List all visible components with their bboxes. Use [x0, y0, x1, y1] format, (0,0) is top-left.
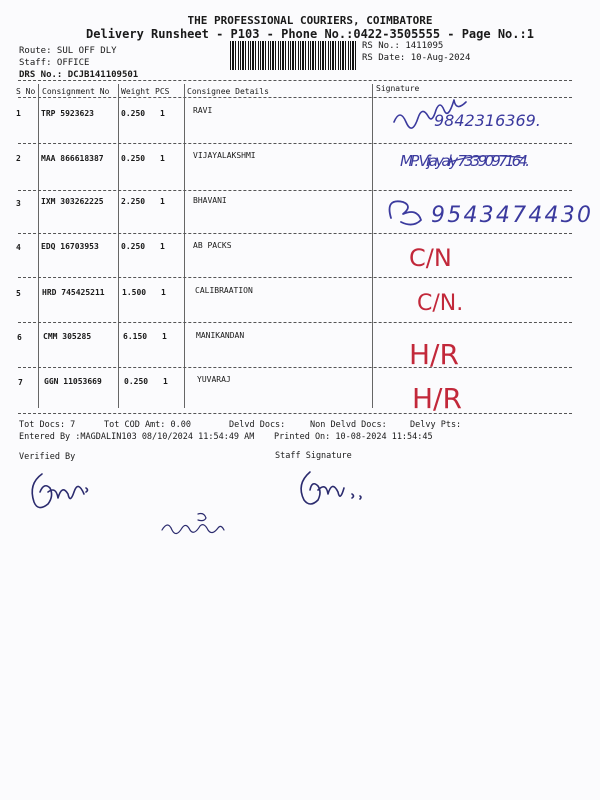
row-consignment: GGN 11053669 [44, 377, 102, 386]
row-rule [18, 322, 572, 323]
row-weight: 0.250 [121, 242, 146, 251]
company-title: THE PROFESSIONAL COURIERS, COIMBATORE [187, 14, 433, 27]
signature-row-2 [400, 148, 590, 190]
row-weight: 0.250 [124, 377, 149, 386]
col-header-pcs: PCS [155, 87, 170, 96]
signature-text: MP. Vijayaly 7339097164. [400, 152, 530, 170]
row-consignee: RAVI [193, 106, 213, 115]
row-consignee: CALIBRAATION [195, 286, 253, 295]
verified-by-signature [26, 468, 106, 516]
staff-label: Staff: OFFICE [19, 58, 90, 68]
signature-row-4 [405, 238, 475, 274]
row-pcs: 1 [160, 197, 165, 206]
signature-row-3 [383, 192, 595, 232]
delivery-points: Delvy Pts: [410, 420, 462, 430]
row-rule [18, 277, 572, 278]
row-consignment: CMM 305285 [43, 332, 92, 341]
row-pcs: 1 [162, 332, 167, 341]
row-sno: 1 [16, 109, 21, 118]
row-sno: 5 [16, 289, 21, 298]
signature-row-6 [405, 334, 485, 372]
row-consignment: IXM 303262225 [41, 197, 104, 206]
staff-signature-label: Staff Signature [275, 451, 352, 461]
row-sno: 4 [16, 243, 21, 252]
total-cod-amount: Tot COD Amt: 0.00 [104, 420, 191, 430]
row-consignment: EDQ 16703953 [41, 242, 99, 251]
row-consignment: TRP 5923623 [41, 109, 94, 118]
signature-text: C/N [409, 244, 452, 272]
col-header-consignee: Consignee Details [187, 87, 269, 96]
row-weight: 6.150 [123, 332, 148, 341]
entered-by: Entered By :MAGDALIN103 08/10/2024 11:54:49 AM [19, 432, 255, 442]
table-top-rule [18, 80, 572, 81]
col-divider [118, 84, 119, 408]
row-rule [18, 367, 572, 368]
table-bottom-rule [18, 413, 572, 414]
col-divider [184, 84, 185, 408]
printed-on: Printed On: 10-08-2024 11:54:45 [274, 432, 433, 442]
row-consignee: AB PACKS [193, 241, 232, 250]
row-consignment: HRD 745425211 [42, 288, 105, 297]
barcode [230, 41, 356, 70]
scribble-signature [158, 508, 238, 540]
row-consignee: VIJAYALAKSHMI [193, 151, 256, 160]
rs-date: RS Date: 10-Aug-2024 [362, 53, 471, 63]
delivered-docs: Delvd Docs: [229, 420, 286, 430]
row-sno: 2 [16, 154, 21, 163]
row-weight: 2.250 [121, 197, 146, 206]
row-pcs: 1 [160, 154, 165, 163]
signature-row-5 [415, 284, 485, 320]
total-docs: Tot Docs: 7 [19, 420, 76, 430]
non-delivered-docs: Non Delvd Docs: [310, 420, 387, 430]
col-header-sno: S No [16, 87, 36, 96]
signature-row-1 [390, 96, 590, 146]
row-consignment: MAA 866618387 [41, 154, 104, 163]
rs-number: RS No.: 1411095 [362, 41, 444, 51]
row-weight: 1.500 [122, 288, 147, 297]
runsheet-subtitle: Delivery Runsheet - P103 - Phone No.:0422-3505555 - Page No.:1 [86, 27, 534, 41]
route-label: Route: SUL OFF DLY [19, 46, 117, 56]
signature-text: H/R [412, 382, 462, 415]
row-consignee: YUVARAJ [197, 375, 231, 384]
row-sno: 3 [16, 199, 21, 208]
row-pcs: 1 [160, 242, 165, 251]
row-weight: 0.250 [121, 154, 146, 163]
signature-text: 9543474430 [431, 203, 591, 228]
col-header-weight: Weight [121, 87, 150, 96]
row-pcs: 1 [160, 109, 165, 118]
verified-by-label: Verified By [19, 452, 76, 462]
row-rule [18, 190, 572, 191]
signature-text: H/R [409, 338, 459, 371]
drs-number: DRS No.: DCJB141109501 [19, 70, 139, 80]
row-weight: 0.250 [121, 109, 146, 118]
signature-row-7 [408, 378, 488, 414]
col-divider [38, 84, 39, 408]
col-divider [372, 84, 373, 408]
col-header-signature: Signature [376, 84, 420, 93]
row-rule [18, 233, 572, 234]
row-pcs: 1 [163, 377, 168, 386]
row-consignee: BHAVANI [193, 196, 227, 205]
row-sno: 7 [18, 378, 23, 387]
row-consignee: MANIKANDAN [196, 331, 245, 340]
row-sno: 6 [17, 333, 22, 342]
staff-signature [296, 466, 376, 514]
col-header-consignment: Consignment No [42, 87, 110, 96]
signature-text: C/N. [417, 291, 464, 316]
row-pcs: 1 [161, 288, 166, 297]
signature-text: 9842316369. [434, 111, 541, 130]
